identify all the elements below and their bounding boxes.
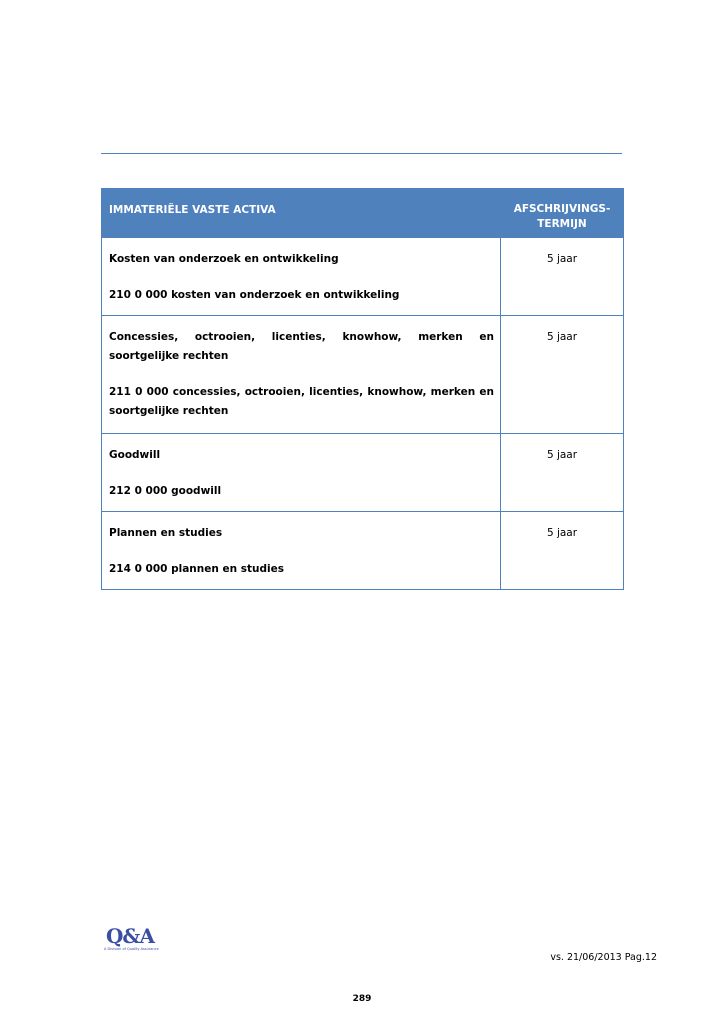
- row-term: 5 jaar: [501, 238, 624, 316]
- table-header-row: [102, 189, 624, 238]
- row-title: Goodwill: [109, 449, 161, 461]
- row-term: 5 jaar: [501, 512, 624, 590]
- row-account: 212 0 000 goodwill: [109, 485, 222, 497]
- row-description: [102, 316, 501, 434]
- row-title: Plannen en studies: [109, 527, 223, 539]
- logo-tagline: A Division of Quality Assurance: [104, 947, 159, 951]
- table-row: [102, 238, 624, 316]
- table-row: [102, 512, 624, 590]
- logo-text: Q&A: [106, 924, 154, 948]
- row-account: 214 0 000 plannen en studies: [109, 563, 284, 575]
- row-title: Kosten van onderzoek en ontwikkeling: [109, 253, 339, 265]
- qa-logo: [104, 924, 160, 954]
- row-description: [102, 238, 501, 316]
- table-row: [102, 316, 624, 434]
- row-account: 211 0 000 concessies, octrooien, licenties, knowhow, merken en soortgelijke rechten: [109, 386, 494, 417]
- depreciation-table: [101, 188, 624, 590]
- header-term: [501, 189, 624, 238]
- page-number: 289: [352, 994, 372, 1004]
- footer-version: vs. 21/06/2013 Pag.12: [550, 952, 657, 963]
- top-divider: [101, 153, 622, 154]
- header-term-line1: AFSCHRIJVINGS-: [513, 203, 611, 215]
- table-row: [102, 434, 624, 512]
- row-account: 210 0 000 kosten van onderzoek en ontwikkeling: [109, 289, 400, 301]
- row-description: [102, 512, 501, 590]
- row-title: Concessies, octrooien, licenties, knowhow, merken en soortgelijke rechten: [109, 331, 494, 362]
- header-term-line2: TERMIJN: [537, 218, 587, 230]
- row-term: 5 jaar: [501, 316, 624, 434]
- header-activa: IMMATERIËLE VASTE ACTIVA: [102, 189, 501, 238]
- row-term: 5 jaar: [501, 434, 624, 512]
- row-description: [102, 434, 501, 512]
